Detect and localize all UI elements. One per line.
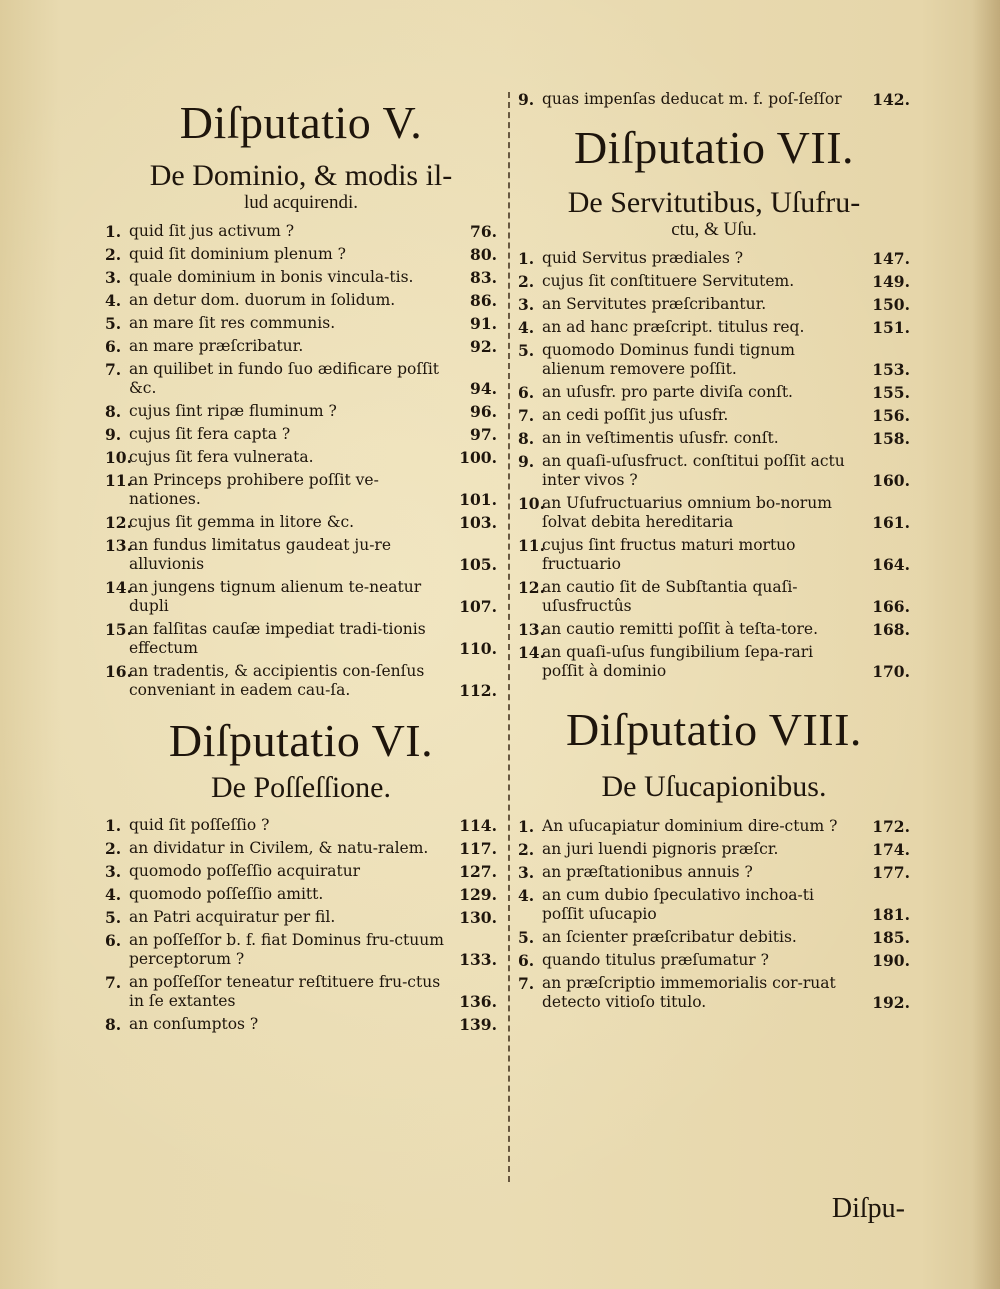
item-page: 192.: [872, 992, 910, 1012]
item-number: 3.: [105, 268, 122, 288]
list-item: [105, 1015, 497, 1034]
item-page: 94.: [470, 379, 497, 399]
list-item: [105, 314, 497, 333]
list-item: [105, 448, 497, 467]
item-number: 14.: [518, 643, 545, 663]
disputation-6-list: [105, 816, 497, 1034]
list-item: [105, 337, 497, 356]
item-page: 139.: [459, 1014, 497, 1034]
disputation-8-title: Diſputatio VIII.: [566, 704, 862, 756]
item-text: an Princeps prohibere poſſit ve-nationes.: [129, 471, 379, 509]
list-item: [518, 974, 910, 1012]
item-text: an ad hanc præſcript. titulus req.: [542, 318, 805, 337]
list-item: [518, 536, 910, 574]
item-number: 2.: [105, 838, 122, 858]
list-item: [105, 513, 497, 532]
item-text: an Patri acquiratur per fil.: [129, 907, 336, 926]
item-text: quomodo poſſeſſio amitt.: [129, 884, 324, 903]
item-number: 1.: [518, 816, 535, 836]
item-page: 107.: [459, 597, 497, 617]
item-text: An uſucapiatur dominium dire-ctum ?: [542, 816, 838, 835]
item-number: 4.: [518, 318, 535, 338]
item-number: 14.: [105, 578, 132, 598]
item-number: 9.: [518, 90, 535, 109]
item-page: 136.: [459, 991, 497, 1011]
item-text: an jungens tignum alienum te-neatur dupli: [129, 578, 422, 616]
item-number: 8.: [105, 1014, 122, 1034]
item-number: 6.: [105, 337, 122, 357]
item-page: 160.: [872, 471, 910, 491]
item-page: 168.: [872, 620, 910, 640]
list-item: [518, 452, 910, 490]
item-page: 185.: [872, 927, 910, 947]
item-number: 7.: [518, 406, 535, 426]
item-number: 16.: [105, 662, 132, 682]
item-text: cujus ſit gemma in litore &c.: [129, 513, 355, 532]
disputation-7-list: [518, 249, 910, 681]
item-number: 1.: [518, 249, 535, 269]
list-item: [105, 578, 497, 616]
list-item: [105, 908, 497, 927]
disputation-5-subtitle: De Dominio, & modis il-: [149, 158, 453, 192]
list-item: [518, 643, 910, 681]
item-page: 164.: [872, 555, 910, 575]
item-number: 4.: [105, 291, 122, 311]
item-number: 11.: [518, 536, 545, 556]
list-item: [518, 406, 910, 425]
list-item: [105, 973, 497, 1011]
item-number: 5.: [105, 907, 122, 927]
list-item: [518, 886, 910, 924]
item-page: 112.: [459, 681, 497, 701]
disputation-5-subtitle-cont: lud acquirendi.: [244, 191, 358, 213]
item-number: 6.: [105, 930, 122, 950]
item-page: 142.: [872, 90, 910, 109]
carried-item-list: [518, 90, 910, 109]
list-item: [518, 620, 910, 639]
disputation-6-title: Diſputatio VI.: [168, 715, 434, 767]
item-number: 13.: [518, 620, 545, 640]
item-number: 12.: [105, 513, 132, 533]
item-page: 103.: [459, 513, 497, 533]
right-column: [518, 90, 910, 1016]
list-item: [518, 840, 910, 859]
item-number: 13.: [105, 536, 132, 556]
catchword: Diſpu-: [831, 1193, 905, 1224]
list-item: [518, 90, 910, 109]
item-page: 100.: [459, 448, 497, 468]
list-item: [518, 272, 910, 291]
item-page: 181.: [872, 904, 910, 924]
item-text: an ſcienter præſcribatur debitis.: [542, 927, 797, 946]
item-page: 166.: [872, 597, 910, 617]
item-number: 5.: [518, 341, 535, 361]
item-text: an uſusfr. pro parte diviſa conſt.: [542, 383, 793, 402]
item-page: 91.: [470, 314, 497, 334]
list-item: [518, 578, 910, 616]
item-page: 129.: [459, 884, 497, 904]
item-text: cujus ſit conſtituere Servitutem.: [542, 272, 795, 291]
list-item: [105, 862, 497, 881]
item-text: an cum dubio ſpeculativo inchoa-ti poſſit uſucapio: [542, 885, 814, 923]
item-page: 161.: [872, 513, 910, 533]
list-item: [518, 249, 910, 268]
item-text: quando titulus præſumatur ?: [542, 950, 769, 969]
item-number: 3.: [518, 295, 535, 315]
list-item: [518, 341, 910, 379]
item-page: 127.: [459, 861, 497, 881]
list-item: [105, 245, 497, 264]
item-number: 3.: [518, 862, 535, 882]
item-text: an Uſufructuarius omnium bo-norum ſolvat debita hereditaria: [542, 494, 832, 532]
item-text: an falſitas cauſæ impediat tradi-tionis effectum: [129, 620, 426, 658]
item-text: an quilibet in fundo ſuo ædificare poſſit &c.: [129, 360, 440, 398]
list-item: [105, 222, 497, 241]
list-item: [105, 620, 497, 658]
item-page: 114.: [459, 815, 497, 835]
list-item: [518, 295, 910, 314]
item-text: quid ſit dominium plenum ?: [129, 245, 346, 264]
list-item: [518, 494, 910, 532]
item-number: 2.: [105, 245, 122, 265]
item-page: 155.: [872, 383, 910, 403]
item-page: 97.: [470, 425, 497, 445]
item-text: an Servitutes præſcribantur.: [542, 295, 767, 314]
item-number: 1.: [105, 222, 122, 242]
item-number: 6.: [518, 383, 535, 403]
item-number: 5.: [105, 314, 122, 334]
item-text: an tradentis, & accipientis con-ſenſus conveniant in eadem cau-ſa.: [129, 662, 425, 700]
disputation-5-title: Diſputatio V.: [179, 97, 423, 148]
item-text: an quaſi-uſus fungibilium ſepa-rari poſſit à dominio: [542, 643, 814, 681]
item-text: cujus ſit fera vulnerata.: [129, 448, 314, 467]
item-page: 174.: [872, 839, 910, 859]
item-number: 10.: [518, 494, 545, 514]
item-text: an detur dom. duorum in ſolidum.: [129, 291, 396, 310]
item-page: 80.: [470, 245, 497, 265]
item-number: 3.: [105, 861, 122, 881]
list-item: [518, 817, 910, 836]
disputation-7-subtitle: De Servitutibus, Uſufru-: [567, 185, 861, 219]
disputation-8-subtitle: De Uſucapionibus.: [601, 769, 827, 803]
item-page: 117.: [459, 838, 497, 858]
item-text: an quaſi-uſusfruct. conſtitui poſſit actu inter vivos ?: [542, 452, 845, 490]
item-page: 147.: [872, 249, 910, 269]
item-text: an dividatur in Civilem, & natu-ralem.: [129, 838, 429, 857]
list-item: [105, 536, 497, 574]
item-page: 76.: [470, 222, 497, 242]
item-number: 4.: [105, 884, 122, 904]
list-item: [105, 931, 497, 969]
list-item: [518, 928, 910, 947]
disputation-6-subtitle: De Poſſeſſione.: [211, 770, 391, 804]
item-text: an mare ſit res communis.: [129, 314, 336, 333]
item-text: quas impenſas deducat m. f. poſ-ſeſſor: [542, 90, 842, 108]
disputation-5-list: [105, 222, 497, 700]
list-item: [105, 291, 497, 310]
item-page: 172.: [872, 816, 910, 836]
item-page: 170.: [872, 662, 910, 682]
item-text: cujus ſint fructus maturi mortuo fructuario: [542, 536, 796, 574]
item-number: 11.: [105, 471, 132, 491]
item-number: 8.: [518, 429, 535, 449]
item-text: an præſcriptio immemorialis cor-ruat detecto vitioſo titulo.: [542, 973, 836, 1011]
item-number: 10.: [105, 448, 132, 468]
list-item: [105, 425, 497, 444]
item-text: an conſumptos ?: [129, 1014, 259, 1033]
item-page: 105.: [459, 555, 497, 575]
item-text: quomodo Dominus fundi tignum alienum removere poſſit.: [542, 341, 795, 379]
item-page: 151.: [872, 318, 910, 338]
item-number: 9.: [105, 425, 122, 445]
item-page: 92.: [470, 337, 497, 357]
item-number: 6.: [518, 950, 535, 970]
list-item: [105, 885, 497, 904]
item-number: 7.: [105, 972, 122, 992]
list-item: [518, 429, 910, 448]
item-text: an cautio remitti poſſit à teſta-tore.: [542, 620, 819, 639]
item-page: 156.: [872, 406, 910, 426]
item-number: 12.: [518, 578, 545, 598]
item-page: 150.: [872, 295, 910, 315]
item-text: an præſtationibus annuis ?: [542, 862, 753, 881]
list-item: [518, 318, 910, 337]
item-text: quid Servitus prædiales ?: [542, 249, 744, 268]
item-text: an poſſeſſor b. f. fiat Dominus fru-ctuum perceptorum ?: [129, 930, 444, 968]
list-item: [105, 402, 497, 421]
item-page: 83.: [470, 268, 497, 288]
list-item: [105, 839, 497, 858]
list-item: [518, 951, 910, 970]
item-number: 1.: [105, 815, 122, 835]
item-page: 96.: [470, 402, 497, 422]
item-text: an mare præſcribatur.: [129, 337, 304, 356]
item-page: 101.: [459, 490, 497, 510]
item-page: 190.: [872, 950, 910, 970]
list-item: [518, 863, 910, 882]
disputation-7-title: Diſputatio VII.: [573, 122, 855, 173]
item-text: cujus ſint ripæ fluminum ?: [129, 402, 337, 421]
item-text: cujus ſit fera capta ?: [129, 425, 291, 444]
item-text: an cedi poſſit jus uſusfr.: [542, 406, 729, 425]
item-page: 153.: [872, 360, 910, 380]
item-text: an fundus limitatus gaudeat ju-re alluvionis: [129, 536, 392, 574]
item-page: 177.: [872, 862, 910, 882]
list-item: [105, 662, 497, 700]
disputation-7-subtitle-cont: ctu, & Uſu.: [671, 218, 757, 240]
item-number: 8.: [105, 402, 122, 422]
item-text: an poſſeſſor teneatur reſtituere fru-ctus in ſe extantes: [129, 972, 441, 1010]
item-number: 4.: [518, 885, 535, 905]
item-number: 7.: [518, 973, 535, 993]
disputation-8-list: [518, 817, 910, 1012]
item-number: 5.: [518, 927, 535, 947]
item-text: an juri luendi pignoris præſcr.: [542, 839, 779, 858]
item-number: 15.: [105, 620, 132, 640]
list-item: [105, 816, 497, 835]
page-edge-shadow: [972, 0, 1000, 1289]
item-text: an in veſtimentis uſusfr. conſt.: [542, 429, 779, 448]
item-text: quale dominium in bonis vincula-tis.: [129, 268, 414, 287]
left-column: [105, 92, 497, 1038]
list-item: [518, 383, 910, 402]
item-page: 133.: [459, 949, 497, 969]
column-divider: [508, 92, 510, 1182]
item-text: quid ſit poſſeſſio ?: [129, 815, 270, 834]
item-number: 9.: [518, 452, 535, 472]
item-number: 7.: [105, 360, 122, 380]
list-item: [105, 268, 497, 287]
item-number: 2.: [518, 839, 535, 859]
item-page: 86.: [470, 291, 497, 311]
item-text: quomodo poſſeſſio acquiratur: [129, 861, 361, 880]
item-page: 149.: [872, 272, 910, 292]
list-item: [105, 471, 497, 509]
item-page: 130.: [459, 907, 497, 927]
item-number: 2.: [518, 272, 535, 292]
item-text: quid ſit jus activum ?: [129, 222, 295, 241]
item-page: 158.: [872, 429, 910, 449]
list-item: [105, 360, 497, 398]
item-page: 110.: [459, 639, 497, 659]
item-text: an cautio ſit de Subſtantia quaſi-uſusfructûs: [542, 578, 798, 616]
